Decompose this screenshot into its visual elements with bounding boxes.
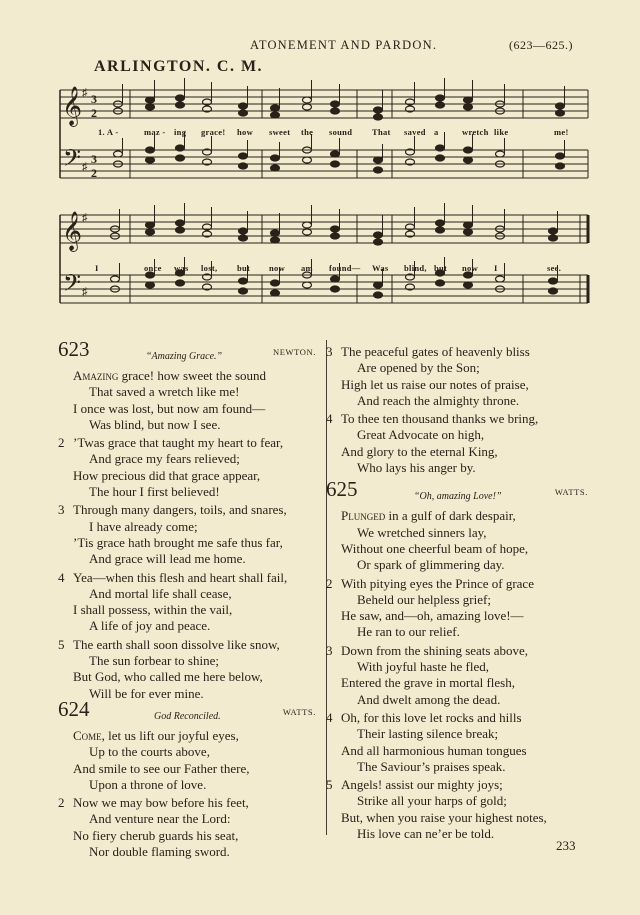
verse-line <box>326 393 588 409</box>
notehead <box>303 229 312 235</box>
verse-text: We wretched sinners lay, <box>357 524 487 540</box>
verse-text: Will be for ever mine. <box>89 685 204 701</box>
verse-line <box>58 728 316 744</box>
notehead <box>239 110 248 116</box>
lyric-syllable: how <box>237 127 254 137</box>
notehead <box>374 239 383 245</box>
lyric-syllable: lost, <box>201 263 218 273</box>
music-system-1 <box>0 80 640 200</box>
verse-text: Beheld our helpless grief; <box>357 591 491 607</box>
verse-number: 2 <box>58 795 65 811</box>
verse-text: High let us raise our notes of praise, <box>341 376 529 392</box>
lyric-syllable: grace! <box>201 127 226 137</box>
verse-line <box>326 541 588 557</box>
verse-line <box>58 795 316 811</box>
verse-text: A life of joy and peace. <box>89 618 211 634</box>
notehead <box>331 226 340 232</box>
verse-number: 4 <box>326 709 333 725</box>
verse-line <box>58 570 316 586</box>
verse-text: I once was lost, but now am found— <box>73 400 266 416</box>
notehead <box>303 282 312 288</box>
notehead <box>374 107 383 113</box>
notehead <box>303 222 312 228</box>
sharp-sign: ♯ <box>82 161 88 173</box>
verse-text: His love can ne’er be told. <box>357 826 495 842</box>
lyric-syllable: 1. A - <box>98 127 119 137</box>
notehead <box>176 155 185 161</box>
notehead <box>331 233 340 239</box>
notehead <box>111 276 120 282</box>
verse-text: Upon a throne of love. <box>89 776 207 792</box>
notehead <box>303 157 312 163</box>
lyric-syllable: now <box>462 263 479 273</box>
verse-text: And grace will lead me home. <box>89 551 246 567</box>
verse-line <box>58 468 316 484</box>
verse-line <box>58 744 316 760</box>
lyric-syllable: sound <box>329 127 353 137</box>
notehead <box>464 104 473 110</box>
verse-number: 3 <box>326 344 333 359</box>
notehead <box>556 110 565 116</box>
verse-line <box>58 451 316 467</box>
verse-line <box>326 777 588 793</box>
time-signature-digit: 2 <box>91 106 97 120</box>
verse-text: Oh, for this love let rocks and hills <box>341 709 522 725</box>
notehead <box>436 102 445 108</box>
verse-text: To thee ten thousand thanks we bring, <box>341 411 539 427</box>
notehead <box>271 290 280 296</box>
verse-line <box>326 411 588 427</box>
verse-line <box>326 592 588 608</box>
notehead <box>114 151 123 157</box>
notehead <box>303 97 312 103</box>
verse-text: And glory to the eternal King, <box>341 443 498 459</box>
verse-text: Great Advocate on high, <box>357 427 485 443</box>
verse-text: ’Twas grace that taught my heart to fear, <box>73 435 284 451</box>
verse-number: 5 <box>58 636 65 652</box>
notehead <box>436 145 445 151</box>
verse-text: That saved a wretch like me! <box>89 384 240 400</box>
verse-line <box>58 811 316 827</box>
verse-line <box>326 759 588 775</box>
verse-number: 5 <box>326 777 333 793</box>
lyric-syllable: was <box>174 263 189 273</box>
verse-text: The sun forbear to shine; <box>89 653 219 669</box>
verse-text: Or spark of glimmering day. <box>357 557 505 573</box>
notehead <box>436 227 445 233</box>
notehead <box>146 97 155 103</box>
notehead <box>176 102 185 108</box>
lyric-syllable: wretch <box>462 127 489 137</box>
verse-line <box>58 384 316 400</box>
verse-line <box>58 417 316 433</box>
notehead <box>239 228 248 234</box>
verse-text: Entered the grave in mortal flesh, <box>341 675 515 691</box>
sharp-sign: ♯ <box>82 87 88 99</box>
lyric-syllable: saved <box>404 127 426 137</box>
verse-text: But, when you raise your highest notes, <box>341 809 547 825</box>
lyric-syllable: see. <box>547 263 562 273</box>
notehead <box>374 157 383 163</box>
notehead <box>176 220 185 226</box>
verse-text: grace! how sweet the sound <box>121 368 267 383</box>
notehead <box>464 222 473 228</box>
verse-line <box>326 810 588 826</box>
lyric-syllable: but <box>434 263 448 273</box>
treble-clef: 𝄞 <box>62 211 83 251</box>
notehead <box>271 105 280 111</box>
lyric-syllable: but <box>237 263 251 273</box>
verse-text: And mortal life shall cease, <box>89 585 232 601</box>
verse-line <box>326 643 588 659</box>
verse-text: He saw, and—oh, amazing love!— <box>341 608 524 624</box>
verse-number: 4 <box>326 411 333 427</box>
verse-line <box>58 401 316 417</box>
verse-text: ’Tis grace hath brought me safe thus far, <box>73 534 283 550</box>
lyric-syllable: am <box>301 263 313 273</box>
lyric-syllable: maz - <box>144 127 166 137</box>
lyric-syllable: I <box>95 263 99 273</box>
verse-text: Strike all your harps of gold; <box>357 793 507 809</box>
verse-text: And reach the almighty throne. <box>357 392 520 408</box>
first-word: Plunged <box>341 508 386 524</box>
verse-line <box>58 551 316 567</box>
verse-line <box>326 608 588 624</box>
tune-name: ARLINGTON. C. M. <box>94 58 264 75</box>
time-signature-digit: 3 <box>91 152 97 166</box>
verse-text: in a gulf of dark despair, <box>388 508 516 524</box>
verse-text: Angels! assist our mighty joys; <box>341 777 503 793</box>
notehead <box>374 282 383 288</box>
notehead <box>239 235 248 241</box>
notehead <box>271 165 280 171</box>
verse-line <box>326 624 588 640</box>
notehead <box>239 163 248 169</box>
notehead <box>239 278 248 284</box>
verse-line <box>326 675 588 691</box>
verse-line <box>326 508 588 524</box>
verse-line <box>58 602 316 618</box>
verse-text: The earth shall soon dissolve like snow, <box>73 636 280 652</box>
verse-line <box>58 586 316 602</box>
verse-line <box>326 726 588 742</box>
lyric-syllable: found— <box>329 263 361 273</box>
verse-text: No fiery cherub guards his seat, <box>73 827 239 843</box>
notehead <box>303 104 312 110</box>
hymn-header <box>58 696 316 728</box>
notehead <box>331 161 340 167</box>
hymn-author: WATTS. <box>554 487 588 498</box>
lyric-syllable: blind, <box>404 263 427 273</box>
notehead <box>271 280 280 286</box>
verse-line <box>326 427 588 443</box>
verse-line <box>58 435 316 451</box>
notehead <box>496 276 505 282</box>
verse-text: let us lift our joyful eyes, <box>108 727 239 743</box>
first-word: Amazing <box>73 368 119 383</box>
bass-clef: 𝄢 <box>63 144 82 177</box>
verse-text: He ran to our relief. <box>357 624 460 640</box>
page-number: 233 <box>556 838 576 853</box>
verse-line <box>58 653 316 669</box>
notehead <box>331 101 340 107</box>
notehead <box>549 228 558 234</box>
verse-line <box>58 844 316 860</box>
verse-text: The Saviour’s praises speak. <box>357 758 506 774</box>
notehead <box>464 282 473 288</box>
notehead <box>436 220 445 226</box>
notehead <box>464 229 473 235</box>
verse-text: The hour I first believed! <box>89 484 220 500</box>
treble-clef: 𝄞 <box>62 86 83 126</box>
notehead <box>464 147 473 153</box>
verse-text: But God, who called me here below, <box>73 669 263 685</box>
lyric-syllable: the <box>301 127 314 137</box>
hymn-author: NEWTON. <box>273 347 316 357</box>
verse-line <box>326 460 588 476</box>
verse-text: Now we may bow before his feet, <box>73 795 249 811</box>
verse-text: Nor double flaming sword. <box>89 844 230 860</box>
verse-line <box>326 360 588 376</box>
sharp-sign: ♯ <box>82 212 88 224</box>
verse-text: Their lasting silence break; <box>357 726 499 742</box>
notehead <box>549 278 558 284</box>
verse-line <box>326 743 588 759</box>
time-signature-digit: 3 <box>91 92 97 106</box>
verse-gap <box>326 842 588 844</box>
notehead <box>271 237 280 243</box>
notehead <box>556 163 565 169</box>
notehead <box>271 155 280 161</box>
notehead <box>436 155 445 161</box>
notehead <box>374 292 383 298</box>
verse-text: Down from the shining seats above, <box>341 642 529 658</box>
verse-text: Who lays his anger by. <box>357 460 476 476</box>
verse-text: And all harmonious human tongues <box>341 742 527 758</box>
verse-line <box>58 502 316 518</box>
hymn-number: 624 <box>58 696 90 721</box>
hymn-header <box>326 477 588 508</box>
verse-text: The peaceful gates of heavenly bliss <box>341 344 530 359</box>
notehead <box>146 157 155 163</box>
notehead <box>464 157 473 163</box>
hymn-title: “Oh, amazing Love!” <box>414 491 502 503</box>
notehead <box>556 103 565 109</box>
lyric-syllable: I <box>494 263 498 273</box>
hymn-author: WATTS. <box>282 706 316 717</box>
notehead <box>271 112 280 118</box>
verse-line <box>326 576 588 592</box>
verse-line <box>326 692 588 708</box>
verse-line <box>58 618 316 634</box>
notehead <box>331 286 340 292</box>
verse-line <box>58 686 316 702</box>
notehead <box>374 167 383 173</box>
hymn-title: God Reconciled. <box>154 710 221 722</box>
notehead <box>331 108 340 114</box>
first-word: Come, <box>73 727 105 743</box>
verse-gap <box>58 860 316 862</box>
notehead <box>239 153 248 159</box>
verse-line <box>58 484 316 500</box>
hymn-header <box>58 337 316 368</box>
time-signature-digit: 2 <box>91 166 97 180</box>
notehead <box>331 151 340 157</box>
verse-line <box>58 637 316 653</box>
notehead <box>271 230 280 236</box>
notehead <box>549 288 558 294</box>
verse-line <box>58 535 316 551</box>
right-column <box>326 344 588 844</box>
verse-line <box>326 659 588 675</box>
sharp-sign: ♯ <box>82 286 88 298</box>
lyric-syllable: like <box>494 127 509 137</box>
notehead <box>374 114 383 120</box>
verse-line <box>58 519 316 535</box>
verse-text: And smile to see our Father there, <box>73 760 250 776</box>
verse-line <box>326 444 588 460</box>
notehead <box>374 232 383 238</box>
lyric-syllable: That <box>372 127 391 137</box>
notehead <box>331 276 340 282</box>
bass-clef: 𝄢 <box>63 269 82 302</box>
verse-text: With pitying eyes the Prince of grace <box>341 575 534 591</box>
verse-text: How precious did that grace appear, <box>73 467 261 483</box>
notehead <box>556 153 565 159</box>
verse-text: Through many dangers, toils, and snares, <box>73 502 287 518</box>
verse-text: With joyful haste he fled, <box>357 659 489 675</box>
running-header-range: (623—625.) <box>509 38 573 52</box>
verse-line <box>326 793 588 809</box>
lyric-syllable: Was <box>372 263 389 273</box>
notehead <box>176 145 185 151</box>
notehead <box>436 95 445 101</box>
verse-text: And grace my fears relieved; <box>89 451 240 467</box>
notehead <box>146 104 155 110</box>
verse-number: 2 <box>326 575 333 591</box>
verse-line <box>58 828 316 844</box>
notehead <box>176 95 185 101</box>
verse-line <box>326 377 588 393</box>
verse-text: Are opened by the Son; <box>357 360 480 376</box>
verse-text: I have already come; <box>89 518 198 534</box>
notehead <box>496 151 505 157</box>
notehead <box>464 97 473 103</box>
verse-text: And dwelt among the dead. <box>357 691 501 707</box>
verse-text: Yea—when this flesh and heart shall fail, <box>73 569 288 585</box>
verse-text: And venture near the Lord: <box>89 811 231 827</box>
notehead <box>146 229 155 235</box>
hymn-number: 625 <box>326 477 358 502</box>
verse-line <box>326 525 588 541</box>
lyric-syllable: now <box>269 263 286 273</box>
lyric-syllable: me! <box>554 127 569 137</box>
lyric-syllable: sweet <box>269 127 291 137</box>
verse-line <box>58 368 316 384</box>
verse-text: Was blind, but now I see. <box>89 416 221 432</box>
notehead <box>239 103 248 109</box>
verse-number: 4 <box>58 569 65 585</box>
verse-line <box>58 669 316 685</box>
running-header-title: ATONEMENT AND PARDON. <box>250 38 438 52</box>
notehead <box>549 235 558 241</box>
verse-number: 3 <box>58 502 65 518</box>
notehead <box>176 280 185 286</box>
verse-line <box>326 557 588 573</box>
notehead <box>146 222 155 228</box>
notehead <box>239 288 248 294</box>
hymn-number: 623 <box>58 337 90 361</box>
verse-text: Up to the courts above, <box>89 744 210 760</box>
verse-text: I shall possess, within the vail, <box>73 602 233 618</box>
verse-line <box>58 777 316 793</box>
verse-line <box>326 826 588 842</box>
notehead <box>146 282 155 288</box>
notehead <box>176 227 185 233</box>
lyric-syllable: once <box>144 263 162 273</box>
lyric-syllable: a <box>434 127 439 137</box>
verse-number: 2 <box>58 435 65 451</box>
verse-number: 3 <box>326 642 333 658</box>
verse-line <box>326 710 588 726</box>
left-column <box>58 337 316 862</box>
verse-line <box>58 761 316 777</box>
lyric-syllable: ing <box>174 127 187 137</box>
notehead <box>146 147 155 153</box>
hymn-title: “Amazing Grace.” <box>146 351 223 362</box>
verse-line <box>326 344 588 360</box>
notehead <box>436 280 445 286</box>
verse-text: Without one cheerful beam of hope, <box>341 540 529 556</box>
